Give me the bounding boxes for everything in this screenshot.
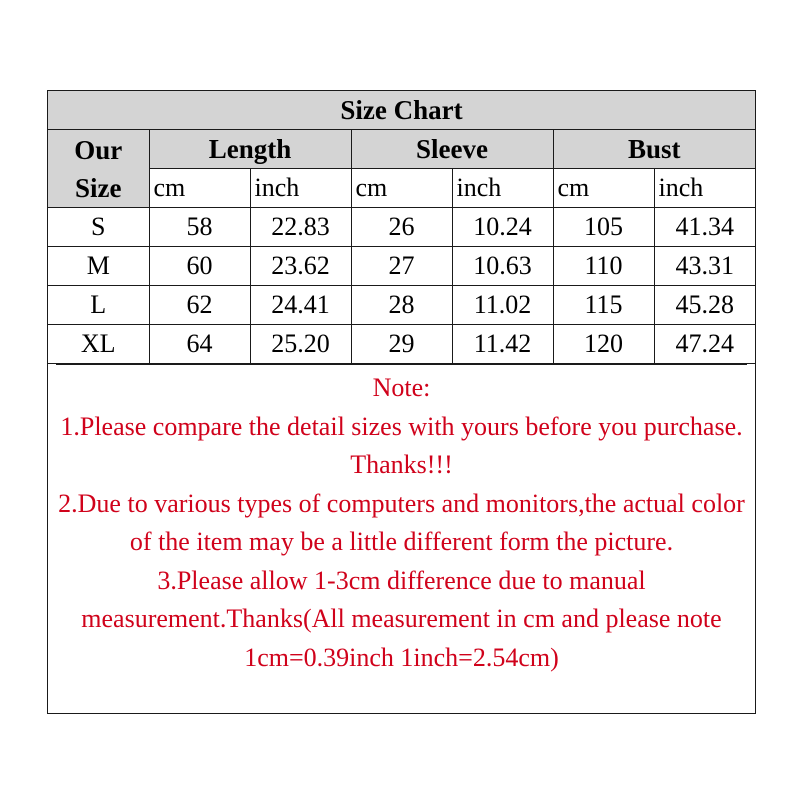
unit-header: cm (149, 169, 250, 208)
length-inch-cell: 24.41 (250, 286, 351, 325)
table-row (48, 325, 755, 364)
length-inch-cell: 25.20 (250, 325, 351, 364)
size-column-header (48, 130, 149, 208)
bust-inch-cell: 41.34 (654, 208, 755, 247)
length-inch-cell: 22.83 (250, 208, 351, 247)
size-cell: XL (48, 325, 149, 364)
sleeve-cm-cell: 26 (351, 208, 452, 247)
chart-title: Size Chart (48, 91, 755, 130)
length-cm-cell: 64 (149, 325, 250, 364)
bust-inch-cell: 45.28 (654, 286, 755, 325)
note-line-1: 1.Please compare the detail sizes with yours before you purchase. Thanks!!! (60, 411, 743, 479)
length-cm-cell: 62 (149, 286, 250, 325)
note-block (56, 364, 747, 677)
sleeve-cm-cell: 28 (351, 286, 452, 325)
size-cell: M (48, 247, 149, 286)
bust-cm-cell: 110 (553, 247, 654, 286)
table-row (48, 286, 755, 325)
sleeve-cm-cell: 27 (351, 247, 452, 286)
table-row (48, 247, 755, 286)
sleeve-cm-cell: 29 (351, 325, 452, 364)
table-row (48, 208, 755, 247)
length-cm-cell: 58 (149, 208, 250, 247)
size-cell: S (48, 208, 149, 247)
size-header-line2: Size (75, 172, 122, 203)
length-header: Length (149, 130, 351, 169)
bust-cm-cell: 105 (553, 208, 654, 247)
size-chart-table (48, 91, 755, 364)
sleeve-inch-cell: 11.42 (452, 325, 553, 364)
sleeve-inch-cell: 11.02 (452, 286, 553, 325)
length-inch-cell: 23.62 (250, 247, 351, 286)
bust-cm-cell: 115 (553, 286, 654, 325)
bust-header: Bust (553, 130, 755, 169)
bust-inch-cell: 43.31 (654, 247, 755, 286)
bust-cm-cell: 120 (553, 325, 654, 364)
unit-header: inch (452, 169, 553, 208)
note-line-3: 3.Please allow 1-3cm difference due to manual measurement.Thanks(All measurement in cm and please note 1cm=0.39inch 1inch=2.54cm) (81, 565, 722, 672)
length-cm-cell: 60 (149, 247, 250, 286)
unit-header: cm (351, 169, 452, 208)
bust-inch-cell: 47.24 (654, 325, 755, 364)
size-chart-sheet (47, 90, 756, 714)
size-cell: L (48, 286, 149, 325)
sleeve-inch-cell: 10.24 (452, 208, 553, 247)
unit-header: cm (553, 169, 654, 208)
unit-header: inch (250, 169, 351, 208)
note-heading: Note: (372, 373, 431, 402)
note-line-2: 2.Due to various types of computers and monitors,the actual color of the item may be a little different form the picture. (58, 488, 745, 556)
sleeve-inch-cell: 10.63 (452, 247, 553, 286)
size-header-line1: Our (74, 134, 123, 165)
sleeve-header: Sleeve (351, 130, 553, 169)
unit-header: inch (654, 169, 755, 208)
